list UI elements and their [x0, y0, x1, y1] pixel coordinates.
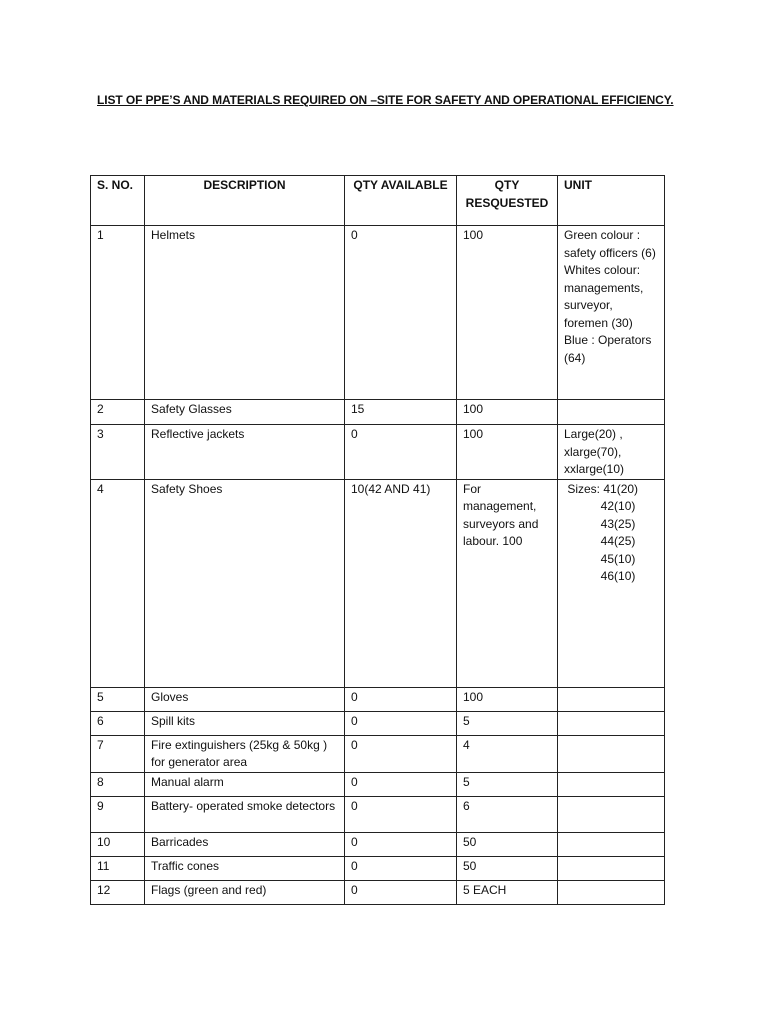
- cell-sno: 4: [91, 479, 145, 687]
- cell-qty-available: 0: [345, 735, 457, 772]
- cell-description: Safety Shoes: [145, 479, 345, 687]
- cell-qty-available: 0: [345, 796, 457, 832]
- cell-unit: [558, 226, 665, 400]
- cell-qty-requested: 100: [457, 400, 558, 425]
- cell-qty-available: 0: [345, 832, 457, 856]
- unit-line: 45(10): [564, 551, 636, 566]
- table-row: [91, 735, 665, 772]
- cell-description: Spill kits: [145, 711, 345, 735]
- header-sno: S. NO.: [91, 176, 145, 226]
- cell-description: Traffic cones: [145, 856, 345, 880]
- cell-sno: 3: [91, 425, 145, 480]
- cell-qty-requested: 100: [457, 425, 558, 480]
- cell-description: Fire extinguishers (25kg & 50kg ) for generator area: [145, 735, 345, 772]
- cell-sno: 5: [91, 687, 145, 711]
- cell-unit: [558, 400, 665, 425]
- unit-line: 44(25): [564, 534, 636, 548]
- unit-line: 46(10): [564, 569, 636, 583]
- cell-unit: [558, 687, 665, 711]
- cell-qty-available: 0: [345, 772, 457, 796]
- cell-description: Flags (green and red): [145, 880, 345, 904]
- cell-qty-available: 10(42 AND 41): [345, 479, 457, 687]
- cell-sno: 1: [91, 226, 145, 400]
- table-row: [91, 425, 665, 480]
- cell-qty-available: 0: [345, 711, 457, 735]
- cell-qty-requested: 50: [457, 832, 558, 856]
- cell-unit: [558, 856, 665, 880]
- unit-line: 42(10): [564, 499, 636, 513]
- cell-sno: 7: [91, 735, 145, 772]
- table-row: [91, 880, 665, 904]
- table-row: [91, 226, 665, 400]
- header-unit: UNIT: [558, 176, 665, 226]
- cell-qty-requested: 6: [457, 796, 558, 832]
- cell-qty-requested: 5 EACH: [457, 880, 558, 904]
- cell-qty-requested: 4: [457, 735, 558, 772]
- cell-unit: [558, 711, 665, 735]
- cell-unit: [558, 735, 665, 772]
- cell-qty-available: 0: [345, 226, 457, 400]
- cell-qty-available: 0: [345, 856, 457, 880]
- table-row: [91, 832, 665, 856]
- cell-qty-requested: 5: [457, 772, 558, 796]
- unit-line: Sizes: 41(20): [564, 481, 639, 496]
- header-description: DESCRIPTION: [145, 176, 345, 226]
- table-row: [91, 796, 665, 832]
- cell-description: Reflective jackets: [145, 425, 345, 480]
- cell-qty-requested: 100: [457, 226, 558, 400]
- table-row: [91, 772, 665, 796]
- cell-sno: 12: [91, 880, 145, 904]
- ppe-table: [90, 175, 665, 905]
- cell-description: Helmets: [145, 226, 345, 400]
- header-qty-requested: QTY RESQUESTED: [457, 176, 558, 226]
- cell-description: Barricades: [145, 832, 345, 856]
- cell-unit: [558, 832, 665, 856]
- table-row: [91, 711, 665, 735]
- header-qty-available: QTY AVAILABLE: [345, 176, 457, 226]
- cell-sno: 6: [91, 711, 145, 735]
- cell-unit: [558, 425, 665, 480]
- cell-unit: [558, 772, 665, 796]
- cell-description: Gloves: [145, 687, 345, 711]
- cell-qty-requested: 50: [457, 856, 558, 880]
- cell-description: Safety Glasses: [145, 400, 345, 425]
- cell-unit: [558, 880, 665, 904]
- cell-qty-available: 15: [345, 400, 457, 425]
- table-body: [91, 226, 665, 905]
- cell-qty-available: 0: [345, 880, 457, 904]
- cell-sno: 10: [91, 832, 145, 856]
- table-row: [91, 479, 665, 687]
- cell-description: Manual alarm: [145, 772, 345, 796]
- unit-line: Blue : Operators (64): [564, 333, 652, 365]
- cell-sno: 11: [91, 856, 145, 880]
- cell-unit: [558, 796, 665, 832]
- unit-line: 43(25): [564, 516, 636, 531]
- cell-sno: 9: [91, 796, 145, 832]
- cell-qty-requested: 100: [457, 687, 558, 711]
- cell-description: Battery- operated smoke detectors: [145, 796, 345, 832]
- table-row: [91, 856, 665, 880]
- cell-sno: 8: [91, 772, 145, 796]
- unit-line: Green colour : safety officers (6): [564, 228, 656, 260]
- cell-qty-requested: For management, surveyors and labour. 100: [457, 479, 558, 687]
- table-row: [91, 687, 665, 711]
- page-title: LIST OF PPE’S AND MATERIALS REQUIRED ON –SITE FOR SAFETY AND OPERATIONAL EFFICIENCY.: [97, 93, 674, 107]
- cell-sno: 2: [91, 400, 145, 425]
- cell-qty-requested: 5: [457, 711, 558, 735]
- table-row: [91, 400, 665, 425]
- table-header-row: [91, 176, 665, 226]
- unit-line: Whites colour: managements, surveyor, foremen (30): [564, 263, 644, 330]
- cell-qty-available: 0: [345, 687, 457, 711]
- cell-qty-available: 0: [345, 425, 457, 480]
- unit-line: Large(20) , xlarge(70), xxlarge(10): [564, 427, 625, 476]
- cell-unit: [558, 479, 665, 687]
